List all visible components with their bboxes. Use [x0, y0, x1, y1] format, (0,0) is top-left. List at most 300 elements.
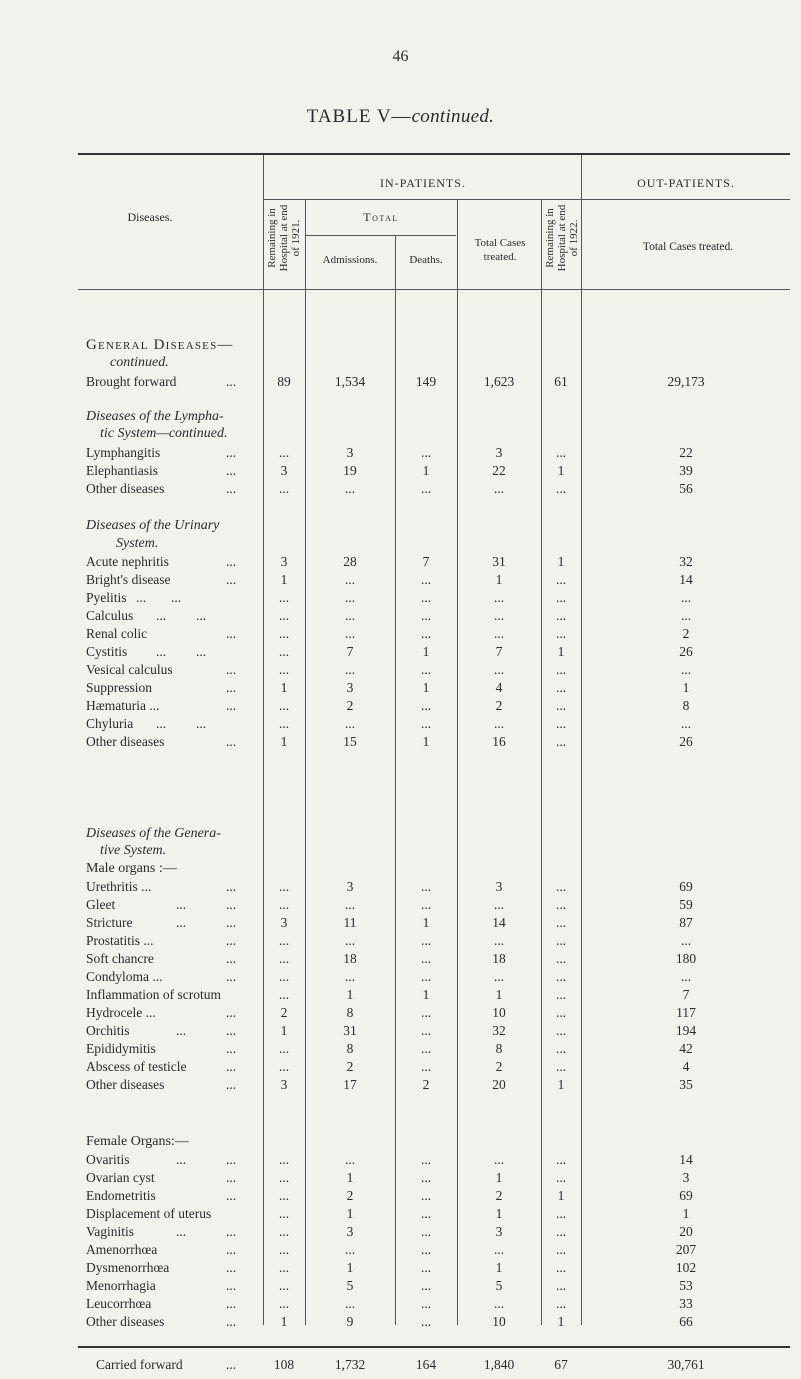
cell-remaining-1922: ...: [555, 987, 567, 1002]
cell-admissions: 2: [346, 1059, 354, 1074]
cell-deaths: 1: [422, 463, 430, 478]
cell-total-cases: 7: [495, 644, 503, 659]
row-label: Cystitis ... ...: [86, 644, 207, 659]
cell-deaths: ...: [420, 445, 432, 460]
row-label: Endometritis ...: [86, 1188, 237, 1203]
cell-admissions: ...: [344, 481, 356, 496]
table-row: [0, 625, 801, 642]
cell-out-total: 30,761: [667, 1357, 705, 1372]
cell-admissions: 18: [343, 951, 357, 966]
cell-remaining-1922: ...: [555, 1170, 567, 1185]
row-label: Other diseases ...: [86, 1077, 237, 1092]
table-row: [0, 1040, 801, 1057]
cell-deaths: ...: [420, 572, 432, 587]
cell-remaining-1921: ...: [278, 716, 290, 731]
section-generative-2: tive System.: [100, 843, 167, 858]
cell-admissions: 3: [346, 445, 354, 460]
cell-remaining-1922: ...: [555, 933, 567, 948]
cell-admissions: 7: [346, 644, 354, 659]
cell-deaths: 1: [422, 644, 430, 659]
cell-total-cases: 20: [492, 1077, 506, 1092]
table-row: [0, 589, 801, 606]
cell-admissions: 8: [346, 1005, 354, 1020]
cell-out-total: 14: [679, 1152, 693, 1167]
cell-deaths: ...: [420, 897, 432, 912]
cell-remaining-1921: ...: [278, 481, 290, 496]
cell-admissions: 31: [343, 1023, 357, 1038]
row-label: Hæmaturia ... ...: [86, 698, 237, 713]
cell-remaining-1922: ...: [555, 1206, 567, 1221]
cell-out-total: 29,173: [667, 374, 705, 389]
cell-deaths: ...: [420, 1188, 432, 1203]
table-row: [0, 462, 801, 479]
cell-total-cases: 1: [495, 1260, 503, 1275]
cell-out-total: 59: [679, 897, 693, 912]
cell-total-cases: 4: [495, 680, 503, 695]
cell-deaths: 149: [415, 374, 437, 389]
section-male-organs: Male organs :—: [86, 861, 177, 876]
cell-admissions: ...: [344, 572, 356, 587]
cell-remaining-1921: ...: [278, 1278, 290, 1293]
cell-total-cases: ...: [493, 1242, 505, 1257]
carried-forward-row: [0, 1356, 801, 1373]
table-row: [0, 444, 801, 461]
cell-admissions: 1: [346, 1206, 354, 1221]
cell-remaining-1922: ...: [555, 1152, 567, 1167]
cell-total-cases: 22: [492, 463, 506, 478]
cell-remaining-1922: ...: [555, 608, 567, 623]
cell-deaths: ...: [420, 1314, 432, 1329]
cell-total-cases: 2: [495, 1059, 503, 1074]
cell-remaining-1922: ...: [555, 590, 567, 605]
row-label: Pyelitis ... ...: [86, 590, 182, 605]
cell-remaining-1922: ...: [555, 1224, 567, 1239]
cell-remaining-1921: ...: [278, 951, 290, 966]
cell-out-total: 4: [682, 1059, 690, 1074]
cell-deaths: 2: [422, 1077, 430, 1092]
cell-deaths: ...: [420, 1005, 432, 1020]
cell-out-total: 66: [679, 1314, 693, 1329]
cell-remaining-1922: 1: [557, 554, 565, 569]
cell-remaining-1922: ...: [555, 662, 567, 677]
cell-deaths: ...: [420, 590, 432, 605]
cell-total-cases: ...: [493, 933, 505, 948]
cell-total-cases: ...: [493, 1296, 505, 1311]
cell-remaining-1921: ...: [278, 644, 290, 659]
cell-total-cases: ...: [493, 590, 505, 605]
cell-deaths: ...: [420, 1278, 432, 1293]
table-row: [0, 643, 801, 660]
header-total: Total: [363, 210, 399, 224]
row-label: Inflammation of scrotum: [86, 987, 221, 1002]
cell-remaining-1921: ...: [278, 1059, 290, 1074]
cell-admissions: ...: [344, 716, 356, 731]
cell-out-total: 2: [682, 626, 690, 641]
cell-deaths: ...: [420, 608, 432, 623]
cell-out-total: 1: [682, 680, 690, 695]
cell-remaining-1921: ...: [278, 879, 290, 894]
cell-remaining-1921: 3: [280, 915, 288, 930]
table-row: [0, 1313, 801, 1330]
cell-deaths: 1: [422, 987, 430, 1002]
table-row: [0, 1004, 801, 1021]
table-row: [0, 733, 801, 750]
cell-remaining-1921: ...: [278, 1170, 290, 1185]
cell-deaths: ...: [420, 1206, 432, 1221]
cell-remaining-1921: 1: [280, 572, 288, 587]
cell-remaining-1921: ...: [278, 698, 290, 713]
row-label: Leucorrhœa ...: [86, 1296, 237, 1311]
cell-remaining-1921: ...: [278, 933, 290, 948]
cell-remaining-1921: ...: [278, 445, 290, 460]
row-label: Dysmenorrhœa ...: [86, 1260, 237, 1275]
header-remaining-1921: Remaining in Hospital at end of 1921.: [266, 204, 302, 272]
cell-total-cases: 3: [495, 879, 503, 894]
cell-admissions: ...: [344, 897, 356, 912]
cell-admissions: 2: [346, 1188, 354, 1203]
cell-total-cases: ...: [493, 1152, 505, 1167]
cell-admissions: ...: [344, 969, 356, 984]
cell-out-total: 3: [682, 1170, 690, 1185]
cell-remaining-1922: ...: [555, 572, 567, 587]
cell-remaining-1922: 1: [557, 463, 565, 478]
cell-deaths: 164: [415, 1357, 437, 1372]
row-label: Condyloma ... ...: [86, 969, 237, 984]
cell-out-total: 1: [682, 1206, 690, 1221]
row-label: Vaginitis ... ...: [86, 1224, 237, 1239]
cell-remaining-1922: ...: [555, 1242, 567, 1257]
cell-remaining-1922: ...: [555, 1260, 567, 1275]
cell-total-cases: 1,623: [483, 374, 515, 389]
row-label: Elephantiasis ...: [86, 463, 237, 478]
cell-deaths: ...: [420, 933, 432, 948]
header-remaining-1922: Remaining in Hospital at end of 1922.: [544, 204, 580, 272]
cell-out-total: 33: [679, 1296, 693, 1311]
cell-admissions: ...: [344, 626, 356, 641]
cell-admissions: 2: [346, 698, 354, 713]
row-label: Other diseases ...: [86, 1314, 237, 1329]
cell-remaining-1922: ...: [555, 1041, 567, 1056]
header-diseases: Diseases.: [127, 210, 173, 224]
cell-deaths: 7: [422, 554, 430, 569]
cell-out-total: 14: [679, 572, 693, 587]
header-total-cases: Total Cases treated.: [474, 237, 526, 263]
cell-out-total: 32: [679, 554, 693, 569]
cell-total-cases: 8: [495, 1041, 503, 1056]
section-urinary-1: Diseases of the Urinary: [86, 518, 220, 533]
cell-deaths: ...: [420, 1296, 432, 1311]
cell-admissions: 3: [346, 1224, 354, 1239]
cell-total-cases: 3: [495, 1224, 503, 1239]
cell-admissions: ...: [344, 608, 356, 623]
section-general-diseases: General Diseases—: [86, 337, 234, 353]
cell-remaining-1922: ...: [555, 897, 567, 912]
cell-total-cases: 1: [495, 1170, 503, 1185]
header-inpatients: IN-PATIENTS.: [380, 176, 466, 190]
cell-deaths: 1: [422, 734, 430, 749]
cell-deaths: ...: [420, 481, 432, 496]
cell-admissions: ...: [344, 1296, 356, 1311]
cell-out-total: 69: [679, 1188, 693, 1203]
cell-admissions: ...: [344, 1242, 356, 1257]
table-row: [0, 914, 801, 931]
header-outpatients: OUT-PATIENTS.: [637, 176, 735, 190]
cell-out-total: 102: [675, 1260, 697, 1275]
table-row: [0, 553, 801, 570]
cell-remaining-1922: ...: [555, 716, 567, 731]
cell-out-total: ...: [680, 590, 692, 605]
cell-admissions: 1: [346, 987, 354, 1002]
cell-remaining-1922: ...: [555, 1023, 567, 1038]
cell-out-total: ...: [680, 933, 692, 948]
row-label: Chyluria ... ...: [86, 716, 207, 731]
row-label: Displacement of uterus: [86, 1206, 212, 1221]
cell-total-cases: 18: [492, 951, 506, 966]
cell-total-cases: 16: [492, 734, 506, 749]
cell-out-total: 39: [679, 463, 693, 478]
cell-admissions: 1: [346, 1260, 354, 1275]
cell-admissions: 3: [346, 680, 354, 695]
cell-remaining-1921: ...: [278, 1188, 290, 1203]
section-generative-1: Diseases of the Genera-: [86, 826, 221, 841]
cell-out-total: ...: [680, 969, 692, 984]
table-row: [0, 1223, 801, 1240]
row-label: Lymphangitis ...: [86, 445, 237, 460]
cell-remaining-1921: ...: [278, 987, 290, 1002]
row-label: Carried forward ...: [96, 1357, 237, 1372]
title-main: TABLE V—: [306, 106, 412, 127]
table-row: [0, 661, 801, 678]
cell-remaining-1921: ...: [278, 626, 290, 641]
cell-remaining-1921: ...: [278, 1152, 290, 1167]
cell-admissions: 1: [346, 1170, 354, 1185]
cell-out-total: 117: [676, 1005, 696, 1020]
cell-deaths: ...: [420, 1242, 432, 1257]
cell-remaining-1922: ...: [555, 445, 567, 460]
cell-admissions: 28: [343, 554, 357, 569]
cell-remaining-1921: 1: [280, 680, 288, 695]
cell-remaining-1922: 1: [557, 1188, 565, 1203]
cell-admissions: ...: [344, 1152, 356, 1167]
row-label: Suppression ...: [86, 680, 237, 695]
cell-remaining-1921: ...: [278, 590, 290, 605]
cell-deaths: ...: [420, 1023, 432, 1038]
table-row: [0, 373, 801, 390]
cell-total-cases: ...: [493, 481, 505, 496]
title-continued: continued.: [411, 106, 495, 127]
row-label: Ovarian cyst ...: [86, 1170, 237, 1185]
table-title: [0, 106, 801, 128]
cell-deaths: ...: [420, 1170, 432, 1185]
table-row: [0, 1022, 801, 1039]
cell-remaining-1921: ...: [278, 1296, 290, 1311]
cell-deaths: ...: [420, 1260, 432, 1275]
cell-admissions: 5: [346, 1278, 354, 1293]
cell-deaths: ...: [420, 662, 432, 677]
cell-out-total: 194: [675, 1023, 697, 1038]
cell-deaths: ...: [420, 1152, 432, 1167]
cell-deaths: ...: [420, 951, 432, 966]
cell-remaining-1922: ...: [555, 481, 567, 496]
section-female-organs: Female Organs:—: [86, 1134, 189, 1149]
cell-deaths: ...: [420, 1224, 432, 1239]
cell-remaining-1921: 108: [273, 1357, 295, 1372]
row-label: Other diseases ...: [86, 481, 237, 496]
table-row: [0, 950, 801, 967]
cell-remaining-1921: 3: [280, 554, 288, 569]
table-row: [0, 968, 801, 985]
row-label: Bright's disease ...: [86, 572, 237, 587]
table-row: [0, 878, 801, 895]
cell-remaining-1922: ...: [555, 680, 567, 695]
table-row: [0, 607, 801, 624]
cell-out-total: 7: [682, 987, 690, 1002]
page-number: 46: [392, 48, 409, 65]
table-row: [0, 715, 801, 732]
cell-remaining-1922: ...: [555, 1296, 567, 1311]
cell-remaining-1922: ...: [555, 1059, 567, 1074]
cell-total-cases: 31: [492, 554, 506, 569]
row-label: Menorrhagia ...: [86, 1278, 237, 1293]
cell-remaining-1922: ...: [555, 915, 567, 930]
row-label: Stricture ... ...: [86, 915, 237, 930]
cell-remaining-1921: 3: [280, 463, 288, 478]
table-row: [0, 1295, 801, 1312]
cell-remaining-1922: ...: [555, 626, 567, 641]
cell-out-total: 26: [679, 644, 693, 659]
cell-remaining-1921: ...: [278, 608, 290, 623]
cell-admissions: 1,534: [334, 374, 366, 389]
cell-out-total: 22: [679, 445, 693, 460]
cell-remaining-1922: 61: [554, 374, 568, 389]
table-row: [0, 1187, 801, 1204]
cell-remaining-1921: ...: [278, 1041, 290, 1056]
cell-remaining-1921: ...: [278, 1260, 290, 1275]
row-label: Calculus ... ...: [86, 608, 207, 623]
cell-remaining-1921: ...: [278, 1206, 290, 1221]
cell-total-cases: 1: [495, 1206, 503, 1221]
cell-admissions: ...: [344, 662, 356, 677]
row-label: Renal colic ...: [86, 626, 237, 641]
cell-out-total: 87: [679, 915, 693, 930]
cell-total-cases: 1,840: [483, 1357, 515, 1372]
cell-remaining-1922: ...: [555, 1005, 567, 1020]
cell-admissions: 1,732: [334, 1357, 366, 1372]
cell-deaths: ...: [420, 1041, 432, 1056]
cell-remaining-1922: 67: [554, 1357, 568, 1372]
header-out-total-cases: Total Cases treated.: [642, 241, 734, 253]
section-lymphatic-2: tic System—continued.: [100, 426, 228, 441]
row-label: Epididymitis ...: [86, 1041, 237, 1056]
table-row: [0, 986, 801, 1003]
cell-deaths: ...: [420, 1059, 432, 1074]
table-row: [0, 1241, 801, 1258]
header-admissions: Admissions.: [322, 254, 378, 266]
cell-deaths: 1: [422, 680, 430, 695]
cell-deaths: ...: [420, 698, 432, 713]
row-label: Ovaritis ... ...: [86, 1152, 237, 1167]
cell-total-cases: 14: [492, 915, 506, 930]
cell-total-cases: 1: [495, 987, 503, 1002]
row-label: Amenorrhœa ...: [86, 1242, 237, 1257]
header-line-total: [306, 235, 456, 236]
cell-remaining-1922: ...: [555, 969, 567, 984]
row-label: Orchitis ... ...: [86, 1023, 237, 1038]
cell-admissions: 19: [343, 463, 357, 478]
row-label: Soft chancre ...: [86, 951, 237, 966]
cell-remaining-1921: 1: [280, 1023, 288, 1038]
table-row: [0, 1151, 801, 1168]
cell-total-cases: 3: [495, 445, 503, 460]
header-deaths: Deaths.: [409, 254, 443, 266]
row-label: Gleet ... ...: [86, 897, 237, 912]
cell-out-total: 207: [675, 1242, 697, 1257]
cell-remaining-1922: ...: [555, 879, 567, 894]
header-line-bottom: [78, 289, 790, 290]
cell-remaining-1921: ...: [278, 1242, 290, 1257]
cell-deaths: ...: [420, 626, 432, 641]
table-row: [0, 697, 801, 714]
cell-total-cases: ...: [493, 716, 505, 731]
row-label: Prostatitis ... ...: [86, 933, 237, 948]
cell-total-cases: 5: [495, 1278, 503, 1293]
table-row: [0, 1259, 801, 1276]
cell-remaining-1921: ...: [278, 1224, 290, 1239]
cell-deaths: ...: [420, 716, 432, 731]
cell-out-total: ...: [680, 716, 692, 731]
cell-remaining-1921: ...: [278, 897, 290, 912]
cell-remaining-1922: 1: [557, 644, 565, 659]
table-row: [0, 1076, 801, 1093]
section-urinary-2: System.: [116, 536, 159, 551]
cell-total-cases: ...: [493, 626, 505, 641]
row-label: Other diseases ...: [86, 734, 237, 749]
cell-out-total: 35: [679, 1077, 693, 1092]
section-general-continued: continued.: [110, 355, 169, 370]
cell-admissions: 15: [343, 734, 357, 749]
row-label: Hydrocele ... ...: [86, 1005, 237, 1020]
cell-total-cases: 10: [492, 1314, 506, 1329]
cell-out-total: 56: [679, 481, 693, 496]
cell-total-cases: ...: [493, 662, 505, 677]
cell-remaining-1922: 1: [557, 1077, 565, 1092]
cell-remaining-1921: 1: [280, 1314, 288, 1329]
header-line-sub: [264, 199, 790, 200]
cell-total-cases: 2: [495, 698, 503, 713]
cell-remaining-1921: 3: [280, 1077, 288, 1092]
cell-remaining-1921: 2: [280, 1005, 288, 1020]
table-row: [0, 1058, 801, 1075]
row-label: Urethritis ... ...: [86, 879, 237, 894]
cell-total-cases: 1: [495, 572, 503, 587]
row-label: Brought forward ...: [86, 374, 237, 389]
cell-total-cases: ...: [493, 969, 505, 984]
cell-remaining-1922: 1: [557, 1314, 565, 1329]
row-label: Vesical calculus ...: [86, 662, 237, 677]
cell-total-cases: 32: [492, 1023, 506, 1038]
row-label: Acute nephritis ...: [86, 554, 237, 569]
cell-admissions: ...: [344, 590, 356, 605]
cell-out-total: 20: [679, 1224, 693, 1239]
cell-total-cases: ...: [493, 608, 505, 623]
row-label: Abscess of testicle ...: [86, 1059, 237, 1074]
cell-out-total: 69: [679, 879, 693, 894]
cell-total-cases: ...: [493, 897, 505, 912]
cell-out-total: 53: [679, 1278, 693, 1293]
cell-out-total: ...: [680, 662, 692, 677]
table-row: [0, 932, 801, 949]
cell-total-cases: 2: [495, 1188, 503, 1203]
